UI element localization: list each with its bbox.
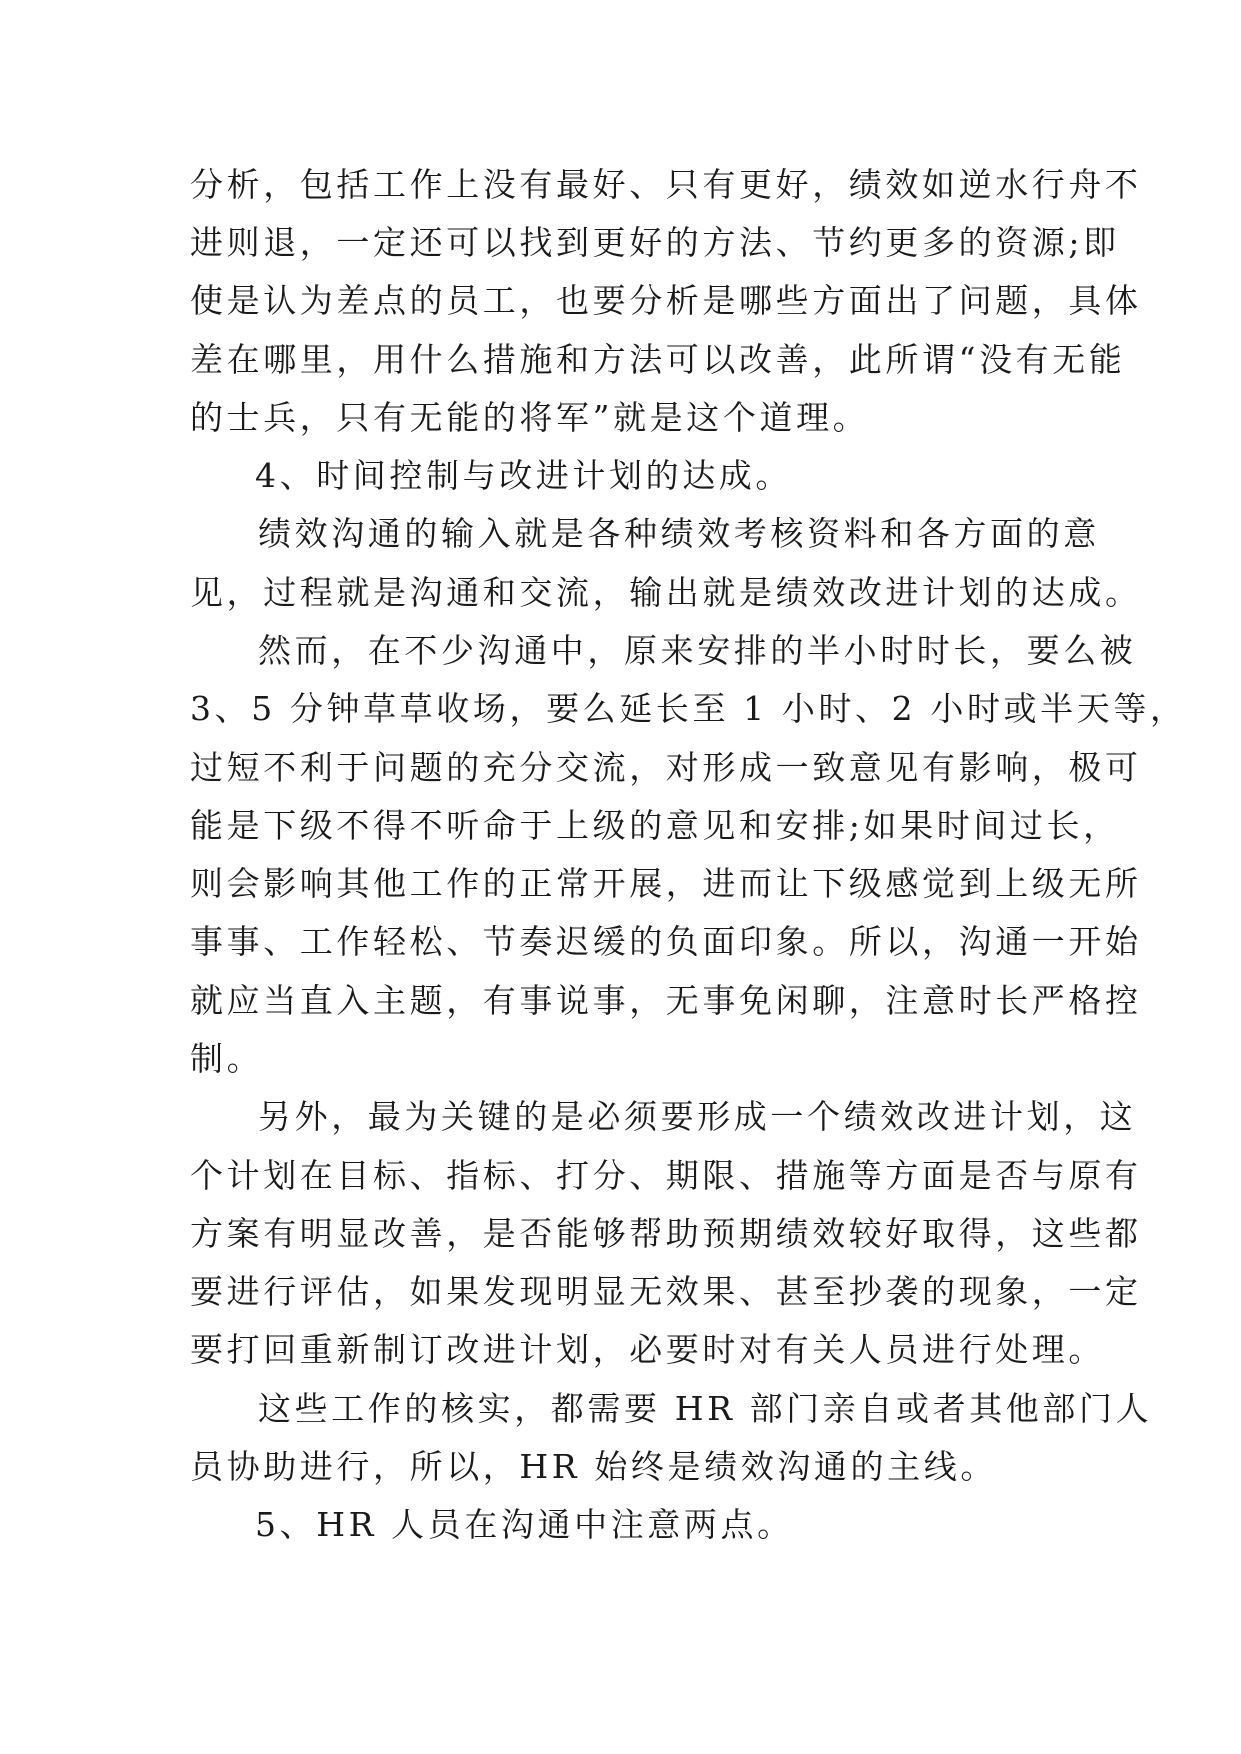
text-line: 分析，包括工作上没有最好、只有更好，绩效如逆水行舟不 bbox=[190, 165, 1142, 204]
text-line: 要打回重新制订改进计划，必要时对有关人员进行处理。 bbox=[190, 1330, 1105, 1369]
text-line: 要进行评估，如果发现明显无效果、甚至抄袭的现象，一定 bbox=[190, 1272, 1142, 1311]
text-line: 3、5 分钟草草收场，要么延长至 1 小时、2 小时或半天等， bbox=[190, 689, 1187, 728]
section-heading: 4、时间控制与改进计划的达成。 bbox=[255, 456, 792, 495]
text-line: 能是下级不得不听命于上级的意见和安排;如果时间过长， bbox=[190, 806, 1120, 845]
paragraph-first-line: 然而，在不少沟通中，原来安排的半小时时长，要么被 bbox=[258, 631, 1137, 670]
text-line: 方案有明显改善，是否能够帮助预期绩效较好取得，这些都 bbox=[190, 1214, 1142, 1253]
text-line: 的士兵，只有无能的将军”就是这个道理。 bbox=[190, 398, 870, 437]
text-line: 使是认为差点的员工，也要分析是哪些方面出了问题，具体 bbox=[190, 281, 1142, 320]
text-line: 事事、工作轻松、节奏迟缓的负面印象。所以，沟通一开始 bbox=[190, 922, 1142, 961]
paragraph-first-line: 另外，最为关键的是必须要形成一个绩效改进计划，这 bbox=[258, 1097, 1137, 1136]
text-line: 过短不利于问题的充分交流，对形成一致意见有影响，极可 bbox=[190, 748, 1142, 787]
text-line: 制。 bbox=[190, 1039, 264, 1078]
text-line: 则会影响其他工作的正常开展，进而让下级感觉到上级无所 bbox=[190, 864, 1142, 903]
paragraph-first-line: 这些工作的核实，都需要 HR 部门亲自或者其他部门人 bbox=[258, 1389, 1153, 1428]
paragraph-first-line: 绩效沟通的输入就是各种绩效考核资料和各方面的意 bbox=[258, 514, 1100, 553]
text-line: 就应当直入主题，有事说事，无事免闲聊，注意时长严格控 bbox=[190, 981, 1142, 1020]
text-line: 个计划在目标、指标、打分、期限、措施等方面是否与原有 bbox=[190, 1156, 1142, 1195]
text-line: 见，过程就是沟通和交流，输出就是绩效改进计划的达成。 bbox=[190, 573, 1142, 612]
text-line: 进则退，一定还可以找到更好的方法、节约更多的资源;即 bbox=[190, 223, 1120, 262]
section-heading: 5、HR 人员在沟通中注意两点。 bbox=[255, 1505, 794, 1544]
text-line: 员协助进行，所以，HR 始终是绩效沟通的主线。 bbox=[190, 1447, 997, 1486]
text-line: 差在哪里，用什么措施和方法可以改善，此所谓“没有无能 bbox=[190, 340, 1126, 379]
